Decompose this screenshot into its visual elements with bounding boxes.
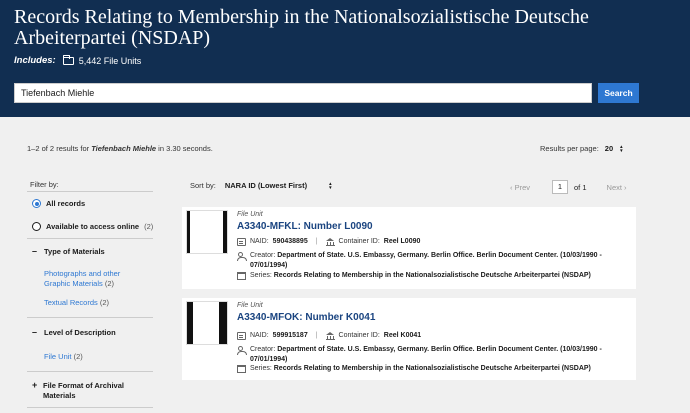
results-per-page-label: Results per page:	[540, 144, 599, 153]
record-kind: File Unit	[237, 302, 263, 309]
next-button[interactable]: Next ›	[606, 182, 627, 192]
divider	[27, 407, 153, 408]
page-header	[0, 0, 690, 117]
up-down-chevron-icon: ▲ ▼	[328, 180, 333, 190]
record-ids: NAID: 599915187 | Container ID: Reel K0041	[237, 331, 421, 341]
filter-section-type[interactable]: – Type of Materials	[32, 246, 105, 256]
results-summary: 1–2 of 2 results for Tiefenbach Miehle in 3.30 seconds.	[27, 144, 213, 153]
pagination	[510, 180, 627, 194]
search-button[interactable]: Search	[598, 83, 639, 103]
file-units-count: 5,442 File Units	[78, 55, 142, 66]
includes-line	[14, 55, 141, 66]
prev-button[interactable]: ‹ Prev	[510, 182, 531, 192]
radio-available-online[interactable]: Available to access online (2)	[32, 222, 153, 231]
result-card	[182, 298, 636, 380]
record-creator: Creator: Department of State. U.S. Embassy, Germany. Berlin Office. Berlin Document Center. (10/03/1990 - 07/01/1994)	[237, 251, 627, 271]
record-thumbnail[interactable]	[186, 210, 228, 254]
page-title: Records Relating to Membership in the Nationalsozialistische Deutsche Arbeiterpartei (NSDAP)	[14, 6, 589, 49]
plus-icon: +	[32, 380, 38, 390]
divider	[27, 317, 153, 318]
sort-select[interactable]: NARA ID (Lowest First)	[224, 181, 308, 190]
minus-icon: –	[32, 246, 38, 256]
page-total: of 1	[574, 182, 587, 192]
divider	[27, 191, 153, 192]
filter-by-label: Filter by:	[30, 180, 59, 189]
building-icon	[326, 238, 335, 246]
divider	[27, 371, 153, 372]
filter-section-format[interactable]: + File Format of Archival Materials	[32, 380, 124, 400]
record-series: Series: Records Relating to Membership in the Nationalsozialistische Deutsche Arbeiterpartei (NSDAP)	[237, 271, 591, 281]
search-input[interactable]	[14, 83, 592, 103]
includes-label: Includes:	[14, 55, 56, 66]
results-per-page[interactable]	[540, 144, 624, 153]
record-thumbnail[interactable]	[186, 301, 228, 345]
sort-label: Sort by:	[190, 181, 216, 190]
record-ids: NAID: 590438895 | Container ID: Reel L0090	[237, 237, 420, 247]
results-query: Tiefenbach Miehle	[91, 144, 157, 153]
people-icon	[237, 252, 246, 260]
archive-box-icon	[237, 272, 246, 280]
building-icon	[326, 332, 335, 340]
folder-icon	[63, 57, 74, 65]
minus-icon: –	[32, 327, 38, 337]
results-per-page-value[interactable]: 20	[604, 144, 614, 153]
page-input[interactable]: 1	[552, 180, 568, 194]
record-creator: Creator: Department of State. U.S. Embassy, Germany. Berlin Office. Berlin Document Center. (10/03/1990 - 07/01/1994)	[237, 345, 627, 365]
up-down-chevron-icon: ▲ ▼	[619, 143, 624, 153]
filter-option-textual[interactable]: Textual Records (2)	[44, 298, 110, 307]
filter-option-file-unit[interactable]: File Unit (2)	[44, 352, 83, 361]
radio-all-records[interactable]: All records	[32, 199, 85, 208]
archive-box-icon	[237, 365, 246, 373]
document-icon	[237, 332, 246, 340]
people-icon	[237, 346, 246, 354]
record-title-link[interactable]: A3340-MFOK: Number K0041	[237, 312, 376, 323]
filter-option-photographs[interactable]: Photographs and other Graphic Materials (2)	[44, 269, 121, 288]
document-icon	[237, 238, 246, 246]
record-title-link[interactable]: A3340-MFKL: Number L0090	[237, 221, 373, 232]
record-kind: File Unit	[237, 211, 263, 218]
radio-unselected-icon[interactable]	[32, 222, 41, 231]
result-card	[182, 207, 636, 289]
record-series: Series: Records Relating to Membership in the Nationalsozialistische Deutsche Arbeiterpartei (NSDAP)	[237, 364, 591, 374]
divider	[27, 238, 153, 239]
filter-section-level[interactable]: – Level of Description	[32, 327, 116, 337]
sort-by[interactable]	[190, 181, 333, 190]
radio-selected-icon[interactable]	[32, 199, 41, 208]
